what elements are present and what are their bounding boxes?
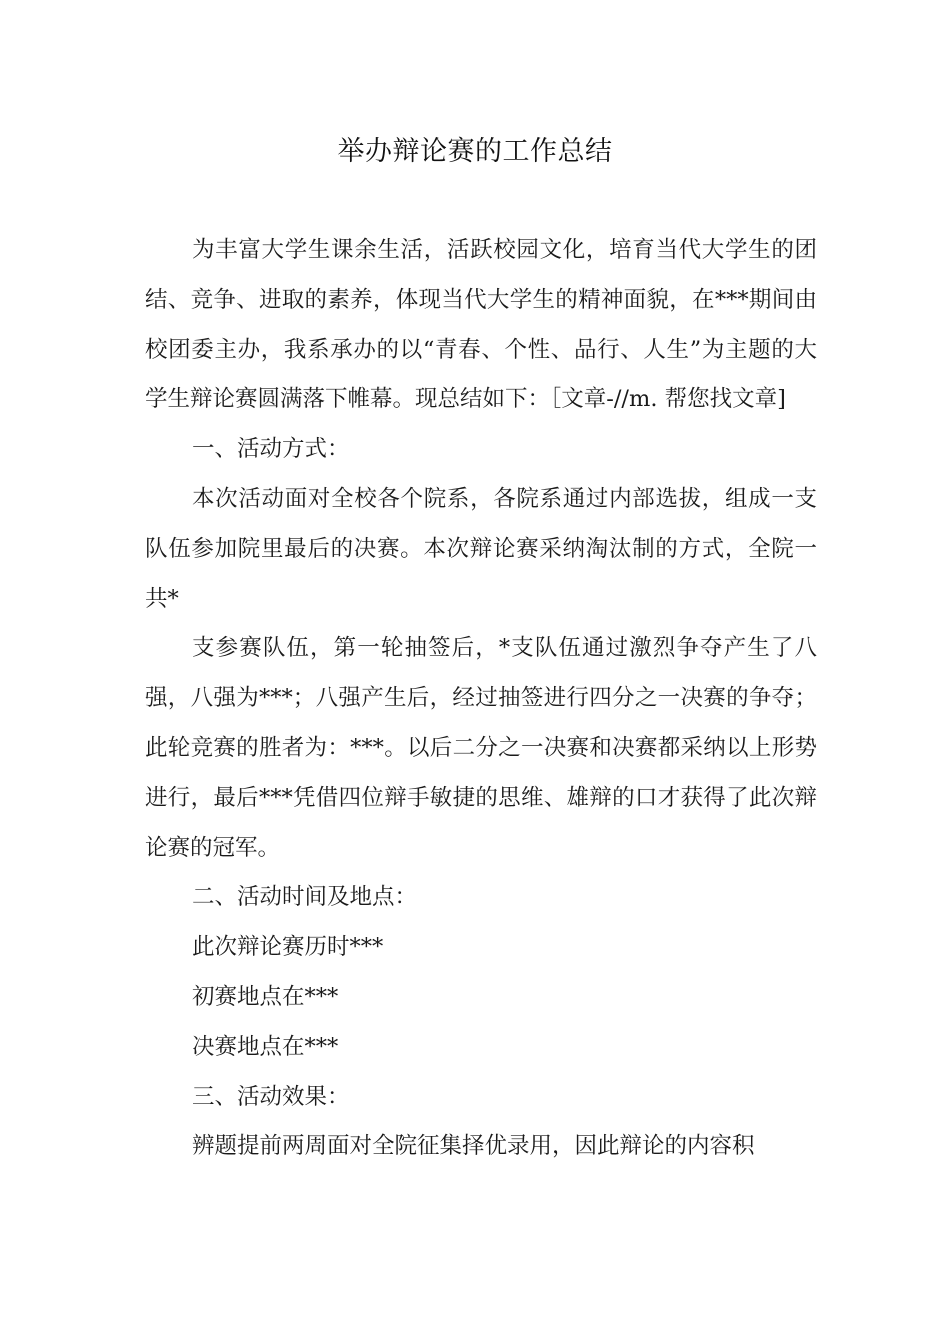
section-heading-time-location: 二、活动时间及地点： (192, 884, 418, 911)
document-body (145, 226, 817, 1172)
paragraph-preliminary-location: 初赛地点在*** (192, 983, 339, 1010)
document-title: 举办辩论赛的工作总结 (337, 136, 613, 167)
paragraph-competition-rounds: 支参赛队伍，第一轮抽签后，*支队伍通过激烈争夺产生了八强，八强为***；八强产生后，经过抽签进行四分之一决赛的争夺；此轮竞赛的胜者为：***。以后二分之一决赛和决赛都采纳以上形势进行，最后***凭借四位辩手敏捷的思维、雄辩的口才获得了此次辩论赛的冠军。 (145, 635, 817, 861)
paragraph-activity-method: 本次活动面对全校各个院系，各院系通过内部选拔，组成一支队伍参加院里最后的决赛。本次辩论赛采纳淘汰制的方式，全院一共* (145, 485, 817, 612)
paragraph-topic-selection: 辨题提前两周面对全院征集择优录用，因此辩论的内容积 (192, 1133, 755, 1160)
paragraph-final-location: 决赛地点在*** (192, 1033, 339, 1060)
paragraph-duration: 此次辩论赛历时*** (192, 934, 384, 961)
section-heading-activity-method: 一、活动方式： (192, 436, 350, 463)
section-heading-activity-effect: 三、活动效果： (192, 1083, 350, 1110)
paragraph-intro: 为丰富大学生课余生活，活跃校园文化，培育当代大学生的团结、竞争、进取的素养，体现当代大学生的精神面貌，在***期间由校团委主办，我系承办的以“青春、个性、品行、人生”为主题的大学生辩论赛圆满落下帷幕。现总结如下：［文章-//m. 帮您找文章] (145, 237, 817, 413)
